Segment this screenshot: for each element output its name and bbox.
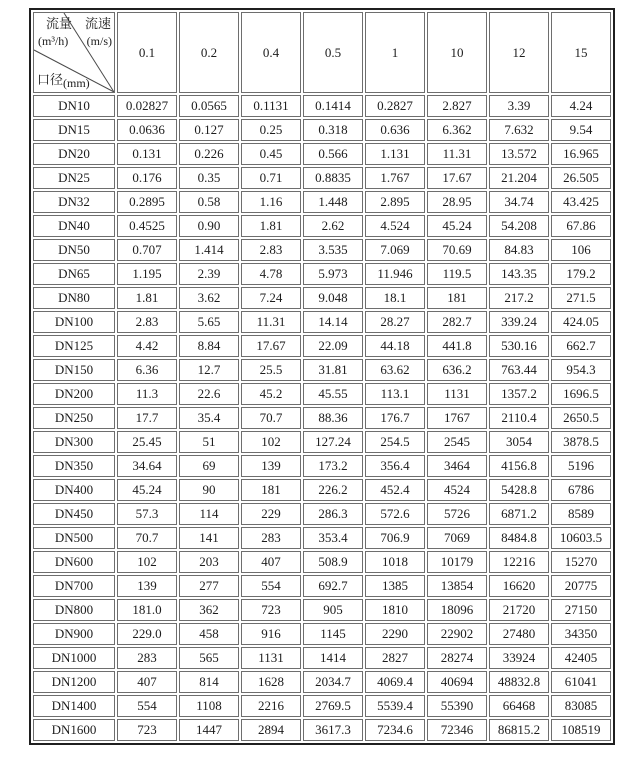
value-cell: 69 (179, 455, 239, 477)
value-cell: 1810 (365, 599, 425, 621)
value-cell: 54.208 (489, 215, 549, 237)
value-cell: 143.35 (489, 263, 549, 285)
diameter-cell: DN100 (33, 311, 115, 333)
value-cell: 1.131 (365, 143, 425, 165)
value-cell: 84.83 (489, 239, 549, 261)
value-cell: 6786 (551, 479, 611, 501)
value-cell: 11.31 (241, 311, 301, 333)
value-cell: 0.131 (117, 143, 177, 165)
value-cell: 229.0 (117, 623, 177, 645)
value-cell: 2.62 (303, 215, 363, 237)
value-cell: 2827 (365, 647, 425, 669)
value-cell: 2.827 (427, 95, 487, 117)
value-cell: 2110.4 (489, 407, 549, 429)
value-cell: 16620 (489, 575, 549, 597)
value-cell: 4069.4 (365, 671, 425, 693)
value-cell: 22902 (427, 623, 487, 645)
value-cell: 1131 (427, 383, 487, 405)
value-cell: 34.74 (489, 191, 549, 213)
value-cell: 723 (117, 719, 177, 741)
value-cell: 554 (241, 575, 301, 597)
value-cell: 8484.8 (489, 527, 549, 549)
value-cell: 1.414 (179, 239, 239, 261)
value-cell: 13854 (427, 575, 487, 597)
velocity-column-header: 15 (551, 12, 611, 93)
header-row (33, 12, 611, 93)
value-cell: 4.24 (551, 95, 611, 117)
table-row (33, 383, 611, 405)
diameter-cell: DN40 (33, 215, 115, 237)
value-cell: 22.09 (303, 335, 363, 357)
value-cell: 407 (241, 551, 301, 573)
value-cell: 530.16 (489, 335, 549, 357)
value-cell: 3.62 (179, 287, 239, 309)
value-cell: 66468 (489, 695, 549, 717)
value-cell: 0.176 (117, 167, 177, 189)
diameter-cell: DN500 (33, 527, 115, 549)
value-cell: 106 (551, 239, 611, 261)
value-cell: 916 (241, 623, 301, 645)
flow-label: 流量 (46, 16, 73, 31)
velocity-column-header: 0.4 (241, 12, 301, 93)
value-cell: 692.7 (303, 575, 363, 597)
value-cell: 90 (179, 479, 239, 501)
value-cell: 458 (179, 623, 239, 645)
value-cell: 21720 (489, 599, 549, 621)
velocity-column-header: 12 (489, 12, 549, 93)
value-cell: 0.2895 (117, 191, 177, 213)
value-cell: 40694 (427, 671, 487, 693)
value-cell: 3.39 (489, 95, 549, 117)
value-cell: 277 (179, 575, 239, 597)
value-cell: 5196 (551, 455, 611, 477)
value-cell: 554 (117, 695, 177, 717)
value-cell: 508.9 (303, 551, 363, 573)
table-row (33, 695, 611, 717)
value-cell: 5.973 (303, 263, 363, 285)
value-cell: 10603.5 (551, 527, 611, 549)
value-cell: 28.95 (427, 191, 487, 213)
table-row (33, 527, 611, 549)
value-cell: 21.204 (489, 167, 549, 189)
value-cell: 2545 (427, 431, 487, 453)
value-cell: 1628 (241, 671, 301, 693)
velocity-column-header: 10 (427, 12, 487, 93)
table-row (33, 551, 611, 573)
value-cell: 3054 (489, 431, 549, 453)
value-cell: 108519 (551, 719, 611, 741)
value-cell: 407 (117, 671, 177, 693)
value-cell: 283 (241, 527, 301, 549)
table-row (33, 95, 611, 117)
value-cell: 102 (241, 431, 301, 453)
diameter-cell: DN32 (33, 191, 115, 213)
value-cell: 70.7 (117, 527, 177, 549)
value-cell: 139 (117, 575, 177, 597)
value-cell: 1145 (303, 623, 363, 645)
velocity-unit-label: (m/s) (86, 34, 112, 48)
value-cell: 7.632 (489, 119, 549, 141)
value-cell: 67.86 (551, 215, 611, 237)
value-cell: 283 (117, 647, 177, 669)
value-cell: 11.946 (365, 263, 425, 285)
value-cell: 905 (303, 599, 363, 621)
value-cell: 11.3 (117, 383, 177, 405)
table-row (33, 167, 611, 189)
value-cell: 181 (427, 287, 487, 309)
value-cell: 1767 (427, 407, 487, 429)
value-cell: 1696.5 (551, 383, 611, 405)
diameter-cell: DN300 (33, 431, 115, 453)
value-cell: 44.18 (365, 335, 425, 357)
value-cell: 8.84 (179, 335, 239, 357)
value-cell: 25.45 (117, 431, 177, 453)
value-cell: 662.7 (551, 335, 611, 357)
value-cell: 57.3 (117, 503, 177, 525)
value-cell: 5539.4 (365, 695, 425, 717)
value-cell: 12.7 (179, 359, 239, 381)
diameter-cell: DN150 (33, 359, 115, 381)
diameter-cell: DN20 (33, 143, 115, 165)
diameter-cell: DN250 (33, 407, 115, 429)
value-cell: 1108 (179, 695, 239, 717)
value-cell: 954.3 (551, 359, 611, 381)
value-cell: 2290 (365, 623, 425, 645)
velocity-label: 流速 (84, 16, 111, 31)
value-cell: 141 (179, 527, 239, 549)
diameter-cell: DN450 (33, 503, 115, 525)
value-cell: 6.362 (427, 119, 487, 141)
value-cell: 2.39 (179, 263, 239, 285)
value-cell: 0.58 (179, 191, 239, 213)
diameter-cell: DN900 (33, 623, 115, 645)
value-cell: 356.4 (365, 455, 425, 477)
value-cell: 55390 (427, 695, 487, 717)
value-cell: 271.5 (551, 287, 611, 309)
value-cell: 18.1 (365, 287, 425, 309)
table-body (33, 95, 611, 741)
value-cell: 1.767 (365, 167, 425, 189)
value-cell: 31.81 (303, 359, 363, 381)
value-cell: 1414 (303, 647, 363, 669)
value-cell: 10179 (427, 551, 487, 573)
value-cell: 0.45 (241, 143, 301, 165)
value-cell: 0.35 (179, 167, 239, 189)
value-cell: 83085 (551, 695, 611, 717)
value-cell: 565 (179, 647, 239, 669)
value-cell: 9.048 (303, 287, 363, 309)
value-cell: 1018 (365, 551, 425, 573)
value-cell: 26.505 (551, 167, 611, 189)
value-cell: 1131 (241, 647, 301, 669)
value-cell: 636.2 (427, 359, 487, 381)
value-cell: 229 (241, 503, 301, 525)
table-header (33, 12, 611, 93)
value-cell: 203 (179, 551, 239, 573)
value-cell: 0.71 (241, 167, 301, 189)
value-cell: 1.448 (303, 191, 363, 213)
table-row (33, 119, 611, 141)
value-cell: 254.5 (365, 431, 425, 453)
diameter-unit-label: (mm) (63, 76, 90, 90)
value-cell: 179.2 (551, 263, 611, 285)
diameter-cell: DN50 (33, 239, 115, 261)
value-cell: 572.6 (365, 503, 425, 525)
table-row (33, 431, 611, 453)
value-cell: 6.36 (117, 359, 177, 381)
value-cell: 353.4 (303, 527, 363, 549)
value-cell: 114 (179, 503, 239, 525)
table-row (33, 191, 611, 213)
value-cell: 2769.5 (303, 695, 363, 717)
diameter-cell: DN80 (33, 287, 115, 309)
velocity-column-header: 0.5 (303, 12, 363, 93)
value-cell: 0.318 (303, 119, 363, 141)
diameter-cell: DN10 (33, 95, 115, 117)
value-cell: 14.14 (303, 311, 363, 333)
value-cell: 61041 (551, 671, 611, 693)
value-cell: 4.78 (241, 263, 301, 285)
value-cell: 48832.8 (489, 671, 549, 693)
value-cell: 226.2 (303, 479, 363, 501)
value-cell: 3464 (427, 455, 487, 477)
value-cell: 42405 (551, 647, 611, 669)
value-cell: 3617.3 (303, 719, 363, 741)
value-cell: 2894 (241, 719, 301, 741)
value-cell: 0.4525 (117, 215, 177, 237)
value-cell: 1447 (179, 719, 239, 741)
diameter-cell: DN350 (33, 455, 115, 477)
diameter-cell: DN65 (33, 263, 115, 285)
value-cell: 0.1414 (303, 95, 363, 117)
value-cell: 0.566 (303, 143, 363, 165)
value-cell: 0.02827 (117, 95, 177, 117)
diameter-cell: DN600 (33, 551, 115, 573)
diameter-cell: DN125 (33, 335, 115, 357)
table-row (33, 575, 611, 597)
value-cell: 6871.2 (489, 503, 549, 525)
value-cell: 723 (241, 599, 301, 621)
value-cell: 12216 (489, 551, 549, 573)
value-cell: 18096 (427, 599, 487, 621)
value-cell: 173.2 (303, 455, 363, 477)
velocity-column-header: 0.2 (179, 12, 239, 93)
value-cell: 119.5 (427, 263, 487, 285)
diameter-cell: DN400 (33, 479, 115, 501)
diameter-cell: DN800 (33, 599, 115, 621)
value-cell: 217.2 (489, 287, 549, 309)
value-cell: 2650.5 (551, 407, 611, 429)
value-cell: 51 (179, 431, 239, 453)
value-cell: 113.1 (365, 383, 425, 405)
value-cell: 17.67 (241, 335, 301, 357)
velocity-column-header: 0.1 (117, 12, 177, 93)
value-cell: 763.44 (489, 359, 549, 381)
value-cell: 13.572 (489, 143, 549, 165)
value-cell: 88.36 (303, 407, 363, 429)
value-cell: 102 (117, 551, 177, 573)
table-row (33, 503, 611, 525)
value-cell: 43.425 (551, 191, 611, 213)
value-cell: 441.8 (427, 335, 487, 357)
value-cell: 7.24 (241, 287, 301, 309)
value-cell: 1357.2 (489, 383, 549, 405)
table-row (33, 719, 611, 741)
table-row (33, 479, 611, 501)
value-cell: 362 (179, 599, 239, 621)
value-cell: 28.27 (365, 311, 425, 333)
value-cell: 17.7 (117, 407, 177, 429)
value-cell: 8589 (551, 503, 611, 525)
value-cell: 181.0 (117, 599, 177, 621)
value-cell: 0.25 (241, 119, 301, 141)
value-cell: 27480 (489, 623, 549, 645)
value-cell: 4.524 (365, 215, 425, 237)
value-cell: 11.31 (427, 143, 487, 165)
value-cell: 424.05 (551, 311, 611, 333)
table-row (33, 407, 611, 429)
value-cell: 34350 (551, 623, 611, 645)
value-cell: 814 (179, 671, 239, 693)
table-row (33, 599, 611, 621)
diameter-cell: DN1400 (33, 695, 115, 717)
value-cell: 0.90 (179, 215, 239, 237)
value-cell: 5726 (427, 503, 487, 525)
diameter-cell: DN1000 (33, 647, 115, 669)
value-cell: 27150 (551, 599, 611, 621)
value-cell: 286.3 (303, 503, 363, 525)
value-cell: 9.54 (551, 119, 611, 141)
value-cell: 1.81 (117, 287, 177, 309)
value-cell: 20775 (551, 575, 611, 597)
diameter-cell: DN1600 (33, 719, 115, 741)
value-cell: 0.2827 (365, 95, 425, 117)
value-cell: 176.7 (365, 407, 425, 429)
value-cell: 0.707 (117, 239, 177, 261)
value-cell: 3.535 (303, 239, 363, 261)
value-cell: 139 (241, 455, 301, 477)
diameter-cell: DN200 (33, 383, 115, 405)
value-cell: 1.81 (241, 215, 301, 237)
value-cell: 45.24 (117, 479, 177, 501)
value-cell: 1.16 (241, 191, 301, 213)
value-cell: 7.069 (365, 239, 425, 261)
value-cell: 33924 (489, 647, 549, 669)
diameter-cell: DN1200 (33, 671, 115, 693)
value-cell: 282.7 (427, 311, 487, 333)
value-cell: 127.24 (303, 431, 363, 453)
value-cell: 1385 (365, 575, 425, 597)
value-cell: 22.6 (179, 383, 239, 405)
value-cell: 17.67 (427, 167, 487, 189)
value-cell: 452.4 (365, 479, 425, 501)
value-cell: 2034.7 (303, 671, 363, 693)
value-cell: 0.127 (179, 119, 239, 141)
value-cell: 5428.8 (489, 479, 549, 501)
value-cell: 70.7 (241, 407, 301, 429)
value-cell: 0.226 (179, 143, 239, 165)
value-cell: 15270 (551, 551, 611, 573)
value-cell: 4156.8 (489, 455, 549, 477)
table-row (33, 671, 611, 693)
table-row (33, 263, 611, 285)
value-cell: 2216 (241, 695, 301, 717)
value-cell: 70.69 (427, 239, 487, 261)
value-cell: 16.965 (551, 143, 611, 165)
diameter-label: 口径(mm) (37, 72, 90, 90)
table-row (33, 311, 611, 333)
table-row (33, 143, 611, 165)
value-cell: 0.636 (365, 119, 425, 141)
value-cell: 339.24 (489, 311, 549, 333)
value-cell: 3878.5 (551, 431, 611, 453)
velocity-column-header: 1 (365, 12, 425, 93)
table-row (33, 455, 611, 477)
value-cell: 86815.2 (489, 719, 549, 741)
value-cell: 34.64 (117, 455, 177, 477)
value-cell: 5.65 (179, 311, 239, 333)
table-row (33, 647, 611, 669)
value-cell: 2.83 (241, 239, 301, 261)
value-cell: 4524 (427, 479, 487, 501)
diameter-cell: DN15 (33, 119, 115, 141)
value-cell: 45.55 (303, 383, 363, 405)
value-cell: 35.4 (179, 407, 239, 429)
value-cell: 72346 (427, 719, 487, 741)
value-cell: 28274 (427, 647, 487, 669)
value-cell: 181 (241, 479, 301, 501)
value-cell: 0.0636 (117, 119, 177, 141)
value-cell: 4.42 (117, 335, 177, 357)
value-cell: 2.83 (117, 311, 177, 333)
table-row (33, 239, 611, 261)
table-row (33, 287, 611, 309)
value-cell: 2.895 (365, 191, 425, 213)
value-cell: 45.24 (427, 215, 487, 237)
flow-velocity-table-container (29, 8, 615, 745)
flow-velocity-table (29, 8, 615, 745)
table-row (33, 335, 611, 357)
value-cell: 63.62 (365, 359, 425, 381)
value-cell: 7069 (427, 527, 487, 549)
value-cell: 706.9 (365, 527, 425, 549)
value-cell: 0.1131 (241, 95, 301, 117)
value-cell: 1.195 (117, 263, 177, 285)
flow-unit-label: (m³/h) (38, 34, 69, 48)
value-cell: 25.5 (241, 359, 301, 381)
table-row (33, 623, 611, 645)
value-cell: 45.2 (241, 383, 301, 405)
value-cell: 0.8835 (303, 167, 363, 189)
value-cell: 7234.6 (365, 719, 425, 741)
table-row (33, 215, 611, 237)
diameter-cell: DN700 (33, 575, 115, 597)
value-cell: 0.0565 (179, 95, 239, 117)
table-row (33, 359, 611, 381)
corner-header-cell (33, 12, 115, 93)
diameter-cell: DN25 (33, 167, 115, 189)
